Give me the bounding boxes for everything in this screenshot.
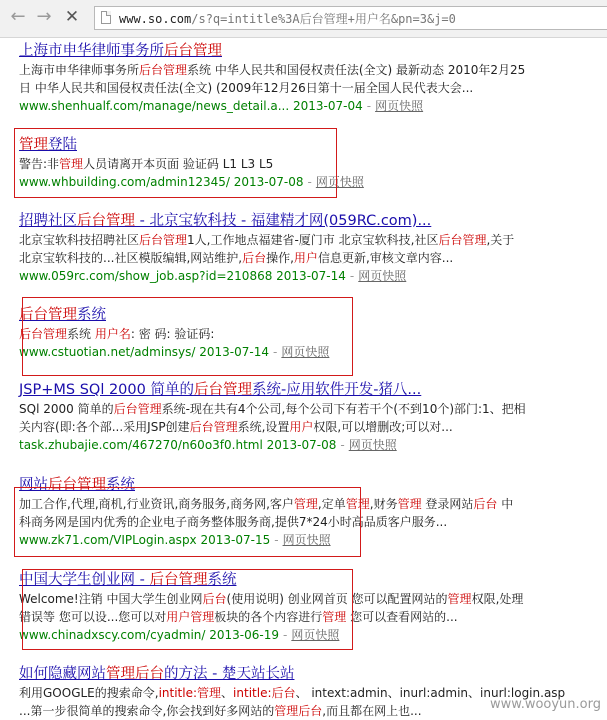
text-segment: 登录网站 bbox=[421, 497, 474, 511]
keyword-highlight: 管理 bbox=[345, 497, 370, 511]
text-segment: 权限,处理 bbox=[471, 592, 524, 606]
stop-icon[interactable]: ✕ bbox=[64, 7, 80, 27]
keyword-highlight: 后台 bbox=[473, 497, 498, 511]
text-segment: 关内容(即:各个部...采用JSP创建 bbox=[19, 420, 190, 434]
snippet-line bbox=[19, 155, 604, 173]
result-cite: www.zk71.com/VIPLogin.aspx 2013-07-15 - 网页快照 bbox=[19, 533, 331, 547]
result-snippet bbox=[19, 495, 604, 531]
cache-link[interactable]: 网页快照 bbox=[282, 533, 331, 547]
result-snippet bbox=[19, 231, 604, 267]
browser-toolbar bbox=[0, 0, 607, 38]
text-segment: 如何隐藏网站 bbox=[19, 666, 106, 682]
result-snippet bbox=[19, 590, 604, 626]
search-result bbox=[19, 305, 604, 361]
keyword-highlight: 后台管理 bbox=[164, 43, 222, 59]
snippet-line bbox=[19, 231, 604, 249]
keyword-highlight: 后台管理 bbox=[48, 477, 106, 493]
text-segment: ,而且都在网上也... bbox=[322, 704, 422, 718]
keyword-highlight: intitle:后台 bbox=[233, 686, 296, 700]
result-url: www.whbuilding.com/admin12345/ 2013-07-08 bbox=[19, 175, 304, 189]
url-text[interactable]: www.so.com/s?q=intitle%3A后台管理+用户名&pn=3&j=0 bbox=[119, 12, 456, 26]
snippet-line bbox=[19, 79, 604, 97]
keyword-highlight: 管理 bbox=[293, 497, 318, 511]
keyword-highlight: 管理 bbox=[447, 592, 472, 606]
result-title-link[interactable] bbox=[19, 380, 604, 400]
snippet-line bbox=[19, 61, 604, 79]
text-segment: 系统-现在共有4个公司,每个公司下有若干个(不到10个)部门:1、把相 bbox=[161, 402, 526, 416]
result-cite: www.whbuilding.com/admin12345/ 2013-07-08 - 网页快照 bbox=[19, 175, 364, 189]
text-segment: 系统 bbox=[106, 477, 135, 493]
text-segment: 您可以查看网站的... bbox=[346, 610, 458, 624]
result-url: www.chinadxscy.com/cyadmin/ 2013-06-19 bbox=[19, 628, 279, 642]
text-segment: 上海市申华律师事务所 bbox=[19, 63, 140, 77]
keyword-highlight: 后台管理 bbox=[139, 63, 188, 77]
cache-link[interactable]: 网页快照 bbox=[358, 269, 407, 283]
search-result bbox=[19, 211, 604, 285]
snippet-line bbox=[19, 325, 604, 343]
text-segment: Welcome!注销 中国大学生创业网 bbox=[19, 592, 203, 606]
search-result bbox=[19, 475, 604, 549]
text-segment: ,定单 bbox=[317, 497, 346, 511]
result-title-link[interactable] bbox=[19, 305, 604, 325]
watermark: www.wooyun.org bbox=[489, 697, 601, 712]
keyword-highlight: 管理 bbox=[397, 497, 422, 511]
text-segment: 中 bbox=[497, 497, 514, 511]
search-result bbox=[19, 135, 604, 191]
result-cite: www.chinadxscy.com/cyadmin/ 2013-06-19 - 网页快照 bbox=[19, 628, 340, 642]
text-segment: 网站 bbox=[19, 477, 48, 493]
text-segment: 1人,工作地点福建省-厦门市 北京宝软科技,社区 bbox=[187, 233, 439, 247]
text-segment: JSP+MS SQl 2000 简单的 bbox=[19, 382, 194, 398]
address-bar[interactable] bbox=[94, 6, 607, 30]
keyword-highlight: 后台 bbox=[202, 592, 227, 606]
text-segment: 系统 bbox=[77, 307, 106, 323]
snippet-line bbox=[19, 513, 604, 531]
search-result bbox=[19, 570, 604, 644]
text-segment: 系统,设置 bbox=[237, 420, 290, 434]
keyword-highlight: 管理 bbox=[322, 610, 347, 624]
keyword-highlight: 后台管理 bbox=[19, 307, 77, 323]
keyword-highlight: 后台管理 bbox=[77, 213, 135, 229]
keyword-highlight: 管理后台 bbox=[106, 666, 164, 682]
keyword-highlight: 用户名 bbox=[94, 327, 131, 341]
text-segment: SQl 2000 简单的 bbox=[19, 402, 114, 416]
result-cite: www.cstuotian.net/adminsys/ 2013-07-14 - 网页快照 bbox=[19, 345, 330, 359]
keyword-highlight: 后台管理 bbox=[438, 233, 487, 247]
keyword-highlight: 用户 bbox=[289, 420, 314, 434]
text-segment: (使用说明) 创业网首页 您可以配置网站的 bbox=[226, 592, 448, 606]
text-segment: 、 intext:admin、inurl:admin、inurl:login.asp bbox=[295, 686, 566, 700]
text-segment: 上海市申华律师事务所 bbox=[19, 43, 164, 59]
text-segment: 北京宝软科技的...社区模版编辑,网站维护, bbox=[19, 251, 243, 265]
result-title-link[interactable] bbox=[19, 570, 604, 590]
text-segment: 登陆 bbox=[48, 137, 77, 153]
keyword-highlight: 管理 bbox=[59, 157, 84, 171]
result-cite: task.zhubajie.com/467270/n60o3f0.html 2013-07-08 - 网页快照 bbox=[19, 438, 397, 452]
snippet-line bbox=[19, 249, 604, 267]
cache-link[interactable]: 网页快照 bbox=[281, 345, 330, 359]
forward-arrow-icon[interactable]: → bbox=[36, 6, 52, 27]
result-url: www.cstuotian.net/adminsys/ 2013-07-14 bbox=[19, 345, 270, 359]
text-segment: - 北京宝软科技 - 福建精才网(059RC.com)... bbox=[135, 213, 432, 229]
keyword-highlight: 用户 bbox=[293, 251, 318, 265]
text-segment: 系统 bbox=[67, 327, 95, 341]
back-arrow-icon[interactable]: ← bbox=[10, 6, 26, 27]
keyword-highlight: 后台管理 bbox=[189, 420, 238, 434]
text-segment: ...第一步很简单的搜索命令,你会找到好多网站的 bbox=[19, 704, 275, 718]
text-segment: 人员请离开本页面 验证码 L1 L3 L5 bbox=[83, 157, 274, 171]
result-snippet bbox=[19, 400, 604, 436]
search-result bbox=[19, 41, 604, 115]
keyword-highlight: intitle:管理 bbox=[158, 686, 222, 700]
result-title-link[interactable] bbox=[19, 135, 604, 155]
result-snippet bbox=[19, 61, 604, 97]
text-segment: 信息更新,审核文章内容... bbox=[317, 251, 454, 265]
keyword-highlight: 管理后台 bbox=[274, 704, 323, 718]
keyword-highlight: 后台 bbox=[242, 251, 267, 265]
text-segment: 系统 bbox=[207, 572, 237, 588]
text-segment: 中国大学生创业网 - bbox=[19, 572, 150, 588]
keyword-highlight: 后台管理 bbox=[113, 402, 162, 416]
result-cite: www.shenhualf.com/manage/news_detail.a... 2013-07-04 - 网页快照 bbox=[19, 99, 424, 113]
text-segment: 权限,可以增删改;可以对... bbox=[313, 420, 453, 434]
keyword-highlight: 后台管理 bbox=[19, 327, 68, 341]
cache-link[interactable]: 网页快照 bbox=[348, 438, 397, 452]
search-result bbox=[19, 380, 604, 454]
cache-link[interactable]: 网页快照 bbox=[315, 175, 364, 189]
result-snippet bbox=[19, 325, 604, 343]
result-url: www.zk71.com/VIPLogin.aspx 2013-07-15 bbox=[19, 533, 271, 547]
text-segment: 加工合作,代理,商机,行业资讯,商务服务,商务网,客户 bbox=[19, 497, 294, 511]
text-segment: 、 bbox=[221, 686, 234, 700]
text-segment: ,关于 bbox=[486, 233, 515, 247]
text-segment: : 密 码: 验证码: bbox=[130, 327, 215, 341]
keyword-highlight: 后台管理 bbox=[193, 382, 252, 398]
snippet-line bbox=[19, 590, 604, 608]
text-segment: ,财务 bbox=[369, 497, 398, 511]
snippet-line bbox=[19, 608, 604, 626]
result-url: www.059rc.com/show_job.asp?id=210868 2013-07-14 bbox=[19, 269, 346, 283]
page-icon bbox=[101, 11, 111, 24]
cache-link[interactable]: 网页快照 bbox=[291, 628, 340, 642]
result-title-link[interactable] bbox=[19, 475, 604, 495]
snippet-line bbox=[19, 495, 604, 513]
text-segment: 警告:非 bbox=[19, 157, 60, 171]
snippet-line bbox=[19, 400, 604, 418]
keyword-highlight: 管理 bbox=[19, 137, 48, 153]
text-segment: 招聘社区 bbox=[19, 213, 77, 229]
snippet-line bbox=[19, 418, 604, 436]
text-segment: 板块的各个内容进行 bbox=[214, 610, 323, 624]
text-segment: 操作, bbox=[266, 251, 294, 265]
text-segment: 的方法 - 楚天站长站 bbox=[164, 666, 295, 682]
text-segment: 错误等 您可以设...您可以对 bbox=[19, 610, 167, 624]
text-segment: 日 中华人民共和国侵权责任法(全文) (2009年12月26日第十一届全国人民代表大会... bbox=[19, 81, 474, 95]
result-title-link[interactable] bbox=[19, 41, 604, 61]
text-segment: 系统-应用软件开发-猪八... bbox=[251, 382, 422, 398]
result-url: www.shenhualf.com/manage/news_detail.a... 2013-07-04 bbox=[19, 99, 363, 113]
result-cite: www.059rc.com/show_job.asp?id=210868 2013-07-14 - 网页快照 bbox=[19, 269, 407, 283]
text-segment: 北京宝软科技招聘社区 bbox=[19, 233, 140, 247]
keyword-highlight: 后台管理 bbox=[149, 572, 208, 588]
keyword-highlight: 用户管理 bbox=[166, 610, 215, 624]
result-url: task.zhubajie.com/467270/n60o3f0.html 2013-07-08 bbox=[19, 438, 337, 452]
text-segment: 利用GOOGLE的搜索命令, bbox=[19, 686, 159, 700]
result-title-link[interactable] bbox=[19, 211, 604, 231]
keyword-highlight: 后台管理 bbox=[139, 233, 188, 247]
cache-link[interactable]: 网页快照 bbox=[375, 99, 424, 113]
text-segment: 科商务网是国内优秀的企业电子商务整体服务商,提供7*24小时高品质客户服务... bbox=[19, 515, 448, 529]
text-segment: 系统 中华人民共和国侵权责任法(全文) 最新动态 2010年2月25 bbox=[187, 63, 526, 77]
result-snippet bbox=[19, 155, 604, 173]
result-title-link[interactable] bbox=[19, 664, 604, 684]
